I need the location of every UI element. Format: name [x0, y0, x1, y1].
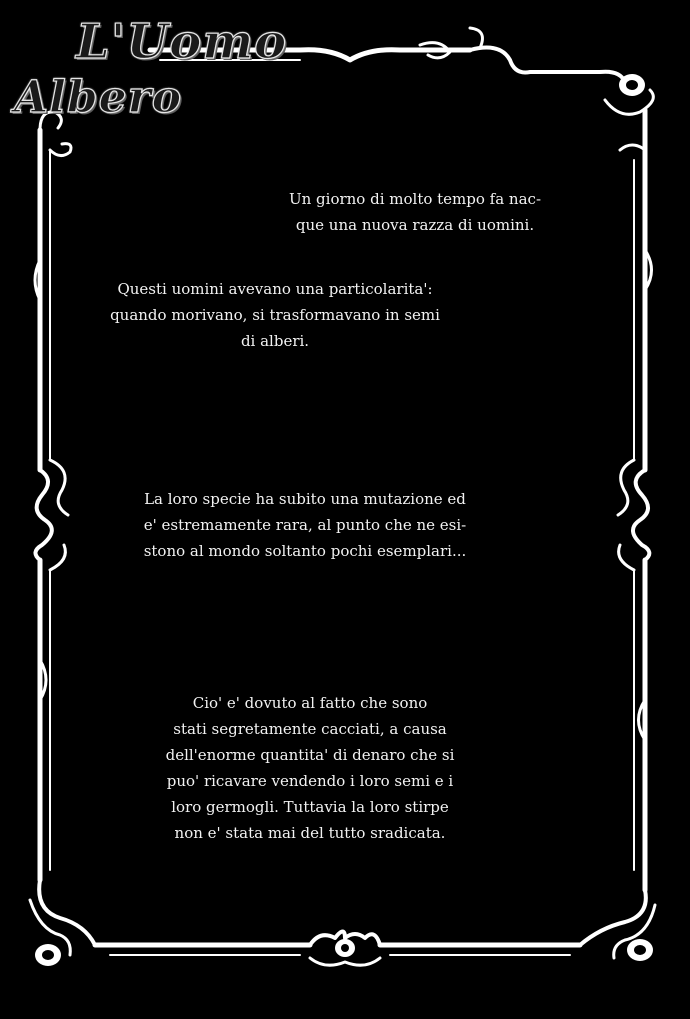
flourish-right-mid	[633, 470, 649, 560]
text-line: loro germogli. Tuttavia la loro stirpe	[171, 798, 449, 816]
flourish-bottom-left	[39, 880, 95, 945]
text-line: dell'enorme quantita' di denaro che si	[165, 746, 455, 764]
text-line: Cio' e' dovuto al fatto che sono	[192, 694, 428, 712]
text-line: e' estremamente rara, al punto che ne esi-	[143, 516, 467, 534]
text-line: di alberi.	[240, 332, 310, 350]
text-line: Questi uomini avevano una particolarita':	[117, 280, 433, 298]
flourish-left-mid	[35, 470, 51, 560]
text-line: puo' ricavare vendendo i loro semi e i	[166, 772, 454, 790]
text-line: que una nuova razza di uomini.	[295, 216, 535, 234]
title-line-1: L'Uomo	[76, 14, 288, 70]
text-line: stati segretamente cacciati, a causa	[173, 720, 447, 738]
text-line: stono al mondo soltanto pochi esemplari...	[143, 542, 467, 560]
flourish-top-right	[470, 48, 625, 82]
paragraph-3	[120, 486, 490, 564]
text-line: La loro specie ha subito una mutazione ed	[144, 490, 466, 508]
text-line: non e' stata mai del tutto sradicata.	[174, 824, 446, 842]
paragraph-1	[270, 186, 560, 238]
title-line-2: Albero	[14, 72, 183, 123]
paragraph-4	[140, 690, 480, 846]
text-line: quando morivano, si trasformavano in semi	[110, 306, 440, 324]
text-line: Un giorno di molto tempo fa nac-	[288, 190, 542, 208]
paragraph-2	[90, 276, 460, 354]
